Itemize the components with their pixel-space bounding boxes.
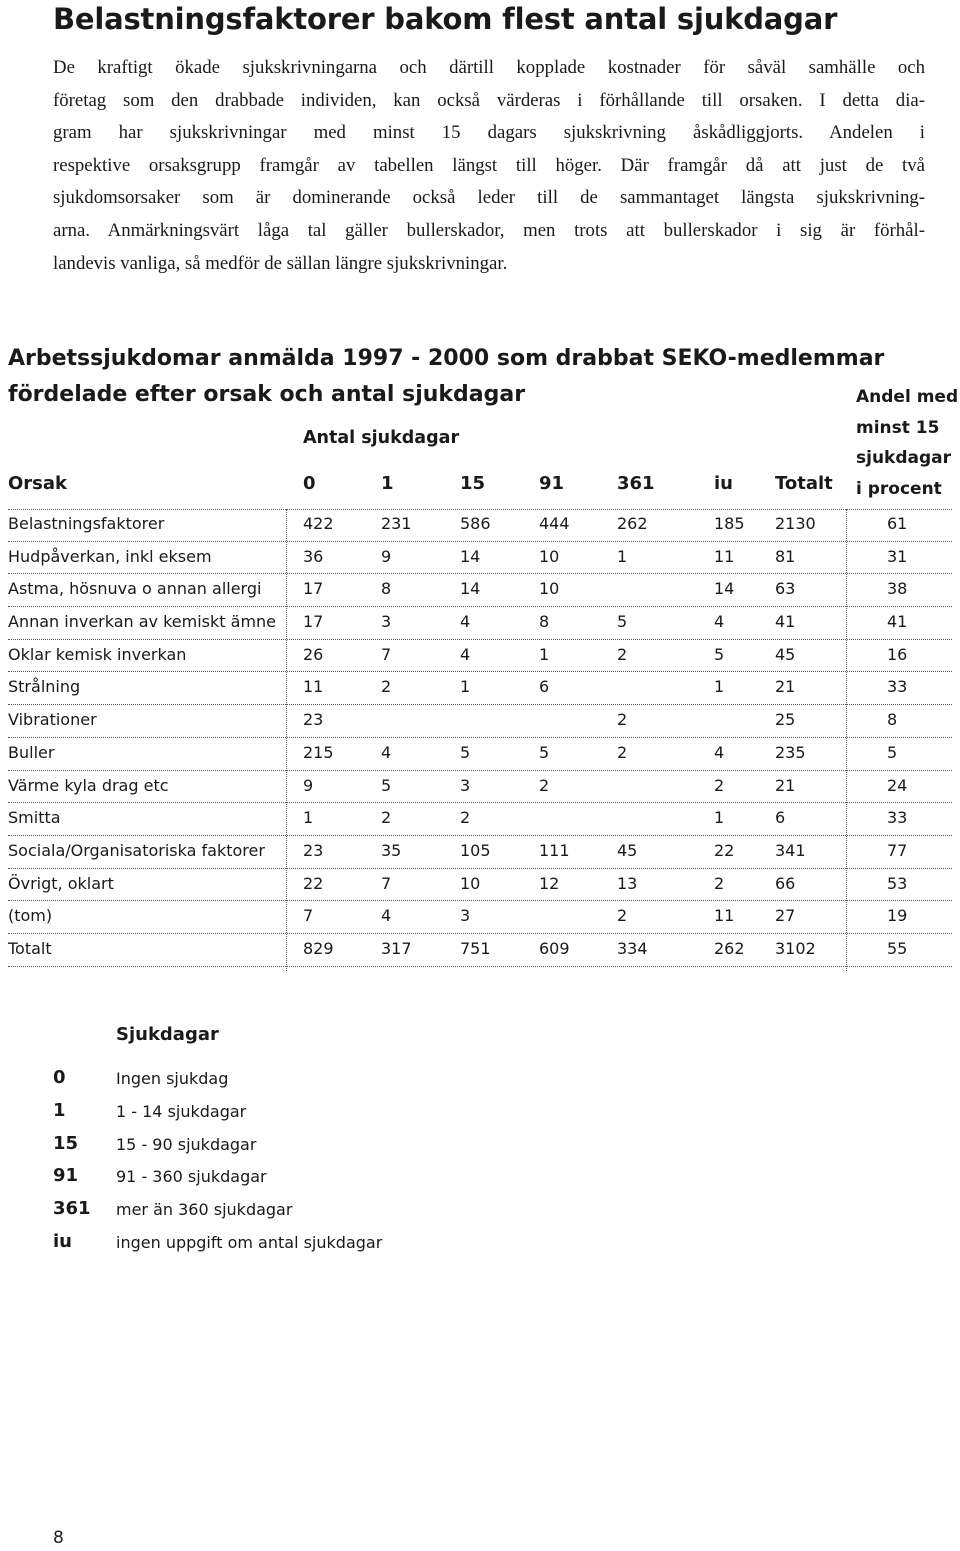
table-cell: 3102 (775, 938, 816, 958)
table-row (0, 836, 960, 869)
intro-line: sjukdomsorsaker som är dominerande också leder till de sammantaget längsta sjukskrivning- (53, 187, 925, 209)
legend-title: Sjukdagar (116, 1024, 219, 1045)
table-cell: 11 (714, 546, 735, 566)
table-body (0, 509, 960, 967)
row-label: Belastningsfaktorer (8, 514, 165, 533)
row-label: Smitta (8, 808, 61, 828)
table-cell: 1 (617, 546, 628, 566)
table-cell: 4 (460, 644, 471, 664)
table-cell: 24 (887, 775, 908, 795)
table-cell: 23 (303, 840, 324, 860)
intro-line: De kraftigt ökade sjukskrivningarna och därtill kopplade kostnader för såväl samhälle och (53, 57, 925, 78)
page-title: Belastningsfaktorer bakom flest antal sjukdagar (53, 2, 838, 36)
table-cell: 55 (887, 938, 908, 958)
legend-code: 91 (53, 1165, 79, 1187)
table-cell: 4 (714, 742, 725, 762)
table-cell: 2 (617, 742, 628, 762)
table-title (8, 341, 884, 413)
table-cell: 1 (714, 677, 725, 697)
legend-description: 91 - 360 sjukdagar (116, 1167, 267, 1187)
table-row (0, 607, 960, 640)
legend-code: 0 (53, 1067, 66, 1088)
table-cell: 1 (714, 808, 725, 828)
table-cell: 2 (460, 808, 471, 828)
intro-line: landevis vanliga, så medför de sällan längre sjukskrivningar. (53, 252, 508, 274)
table-row (0, 574, 960, 607)
table-row (0, 803, 960, 836)
intro-line: arna. Anmärkningsvärt låga tal gäller bullerskador, men trots att bullerskador i sig är förhål- (53, 219, 925, 241)
table-cell: 77 (887, 840, 908, 860)
table-cell: 444 (539, 514, 570, 533)
table-cell: 5 (887, 742, 898, 762)
table-cell: 2 (381, 808, 392, 828)
table-cell: 14 (714, 579, 735, 599)
share-header-line: Andel med (856, 387, 959, 407)
table-cell: 111 (539, 840, 570, 860)
row-label: (tom) (8, 906, 53, 926)
table-cell: 3 (460, 906, 471, 926)
intro-line: företag som den drabbade individen, kan också värderas i förhållande till orsaken. I detta dia- (53, 89, 925, 111)
table-row (0, 901, 960, 934)
legend-description: 1 - 14 sjukdagar (116, 1101, 247, 1121)
row-label: Hudpåverkan, inkl eksem (8, 546, 212, 566)
column-header: 15 (460, 473, 486, 494)
table-cell: 2 (714, 873, 725, 893)
table-cell: 8 (381, 579, 392, 599)
table-cell: 4 (714, 612, 725, 632)
column-header: iu (714, 473, 733, 494)
table-cell: 2130 (775, 514, 816, 533)
table-cell: 38 (887, 579, 908, 599)
legend-code: iu (53, 1231, 72, 1252)
table-cell: 3 (381, 612, 392, 632)
table-row (0, 869, 960, 902)
table-cell: 22 (303, 873, 324, 893)
table-cell: 1 (539, 644, 550, 664)
legend-item (0, 1198, 600, 1230)
table-cell: 7 (381, 873, 392, 893)
table-cell: 45 (775, 644, 796, 664)
table-divider (846, 509, 847, 971)
table-cell: 1 (460, 677, 471, 697)
share-header-line: i procent (856, 478, 942, 499)
table-cell: 33 (887, 677, 908, 697)
table-cell: 185 (714, 514, 745, 533)
table-cell: 9 (303, 775, 314, 795)
share-header-line: sjukdagar (856, 448, 952, 468)
table-cell: 8 (887, 710, 898, 730)
legend-item (0, 1133, 600, 1165)
table-cell: 6 (539, 677, 550, 697)
table-row (0, 771, 960, 804)
table-row (0, 738, 960, 771)
page-number: 8 (53, 1528, 64, 1548)
table-cell: 334 (617, 938, 648, 958)
table-cell: 17 (303, 612, 324, 632)
intro-paragraph (53, 52, 925, 280)
table-cell: 26 (303, 644, 324, 664)
sick-days-group-header: Antal sjukdagar (303, 428, 460, 448)
legend-item (0, 1165, 600, 1197)
table-cell: 231 (381, 514, 412, 533)
table-cell: 422 (303, 514, 334, 533)
table-cell: 17 (303, 579, 324, 599)
column-header: 0 (303, 473, 316, 494)
intro-line: respektive orsaksgrupp framgår av tabellen längst till höger. Där framgår då att just de två (53, 154, 925, 176)
table-cell: 10 (539, 546, 560, 566)
table-cell: 41 (887, 612, 908, 632)
table-cell: 341 (775, 840, 806, 860)
table-cell: 22 (714, 840, 735, 860)
table-cell: 4 (460, 612, 471, 632)
table-cell: 21 (775, 775, 796, 795)
table-title-line: Arbetssjukdomar anmälda 1997 - 2000 som drabbat SEKO-medlemmar (8, 346, 885, 371)
intro-line: gram har sjukskrivningar med minst 15 dagars sjukskrivning åskådliggjorts. Andelen i (53, 122, 925, 144)
table-cell: 23 (303, 710, 324, 730)
legend-description: 15 - 90 sjukdagar (116, 1134, 257, 1154)
table-cell: 2 (617, 906, 628, 926)
table-cell: 10 (460, 873, 481, 893)
row-label: Övrigt, oklart (8, 873, 114, 893)
table-row (0, 509, 960, 542)
column-header: 361 (617, 473, 655, 494)
table-cell: 7 (381, 644, 392, 664)
row-label: Totalt (8, 938, 52, 958)
table-cell: 21 (775, 677, 796, 697)
table-cell: 61 (887, 514, 908, 533)
table-cell: 36 (303, 546, 324, 566)
table-row (0, 705, 960, 738)
legend-code: 1 (53, 1099, 66, 1121)
legend-description: ingen uppgift om antal sjukdagar (116, 1233, 383, 1252)
share-header-line: minst 15 (856, 417, 940, 438)
table-cell: 5 (539, 742, 550, 762)
legend-item (0, 1067, 600, 1099)
table-cell: 317 (381, 938, 412, 958)
column-header: 91 (539, 473, 565, 494)
legend-description: Ingen sjukdag (116, 1069, 229, 1088)
table-row (0, 640, 960, 673)
table-cell: 14 (460, 546, 481, 566)
table-cell: 12 (539, 873, 560, 893)
table-cell: 2 (714, 775, 725, 795)
legend-item (0, 1231, 600, 1263)
table-cell: 3 (460, 775, 471, 795)
table-title-line: fördelade efter orsak och antal sjukdagar (8, 382, 526, 407)
table-cell: 829 (303, 938, 334, 958)
table-cell: 215 (303, 742, 334, 762)
table-cell: 9 (381, 546, 392, 566)
column-header: Orsak (8, 473, 68, 494)
table-cell: 41 (775, 612, 796, 632)
table-cell: 53 (887, 873, 908, 893)
table-cell: 4 (381, 906, 392, 926)
table-cell: 2 (617, 644, 628, 664)
table-cell: 751 (460, 938, 491, 958)
table-cell: 2 (539, 775, 550, 795)
table-cell: 19 (887, 906, 908, 926)
table-cell: 5 (714, 644, 725, 664)
column-header: 1 (381, 473, 394, 494)
table-cell: 262 (617, 514, 648, 533)
row-label: Astma, hösnuva o annan allergi (8, 579, 262, 599)
table-cell: 27 (775, 906, 796, 926)
legend-description: mer än 360 sjukdagar (116, 1200, 293, 1220)
table-cell: 105 (460, 840, 491, 860)
table-cell: 7 (303, 906, 314, 926)
table-cell: 8 (539, 612, 550, 632)
table-cell: 31 (887, 546, 908, 566)
table-row (0, 542, 960, 575)
legend-code: 15 (53, 1132, 79, 1154)
table-cell: 1 (303, 808, 314, 828)
table-cell: 235 (775, 742, 806, 762)
table-cell: 35 (381, 840, 402, 860)
table-cell: 10 (539, 579, 560, 599)
column-header: Totalt (775, 473, 833, 494)
table-cell: 5 (460, 742, 471, 762)
row-label: Annan inverkan av kemiskt ämne (8, 612, 277, 632)
table-row (0, 934, 960, 967)
table-row (0, 672, 960, 705)
row-label: Strålning (8, 677, 81, 697)
row-label: Sociala/Organisatoriska faktorer (8, 840, 265, 860)
table-cell: 14 (460, 579, 481, 599)
table-cell: 11 (303, 677, 324, 697)
table-cell: 81 (775, 546, 796, 566)
table-cell: 2 (617, 710, 628, 730)
table-cell: 45 (617, 840, 638, 860)
table-cell: 63 (775, 579, 796, 599)
row-label: Värme kyla drag etc (8, 775, 169, 795)
table-cell: 2 (381, 677, 392, 697)
table-cell: 25 (775, 710, 796, 730)
table-cell: 5 (381, 775, 392, 795)
row-label: Vibrationer (8, 710, 97, 730)
table-cell: 33 (887, 808, 908, 828)
table-cell: 13 (617, 873, 638, 893)
share-column-header (856, 382, 960, 504)
row-label: Buller (8, 742, 55, 762)
row-label: Oklar kemisk inverkan (8, 644, 187, 664)
table-cell: 6 (775, 808, 786, 828)
table-cell: 4 (381, 742, 392, 762)
table-cell: 66 (775, 873, 796, 893)
table-cell: 5 (617, 612, 628, 632)
table-cell: 11 (714, 906, 735, 926)
table-cell: 262 (714, 938, 745, 958)
table-divider (286, 509, 287, 971)
legend-code: 361 (53, 1198, 91, 1220)
legend-item (0, 1100, 600, 1132)
table-cell: 16 (887, 644, 908, 664)
table-cell: 586 (460, 514, 491, 533)
table-cell: 609 (539, 938, 570, 958)
